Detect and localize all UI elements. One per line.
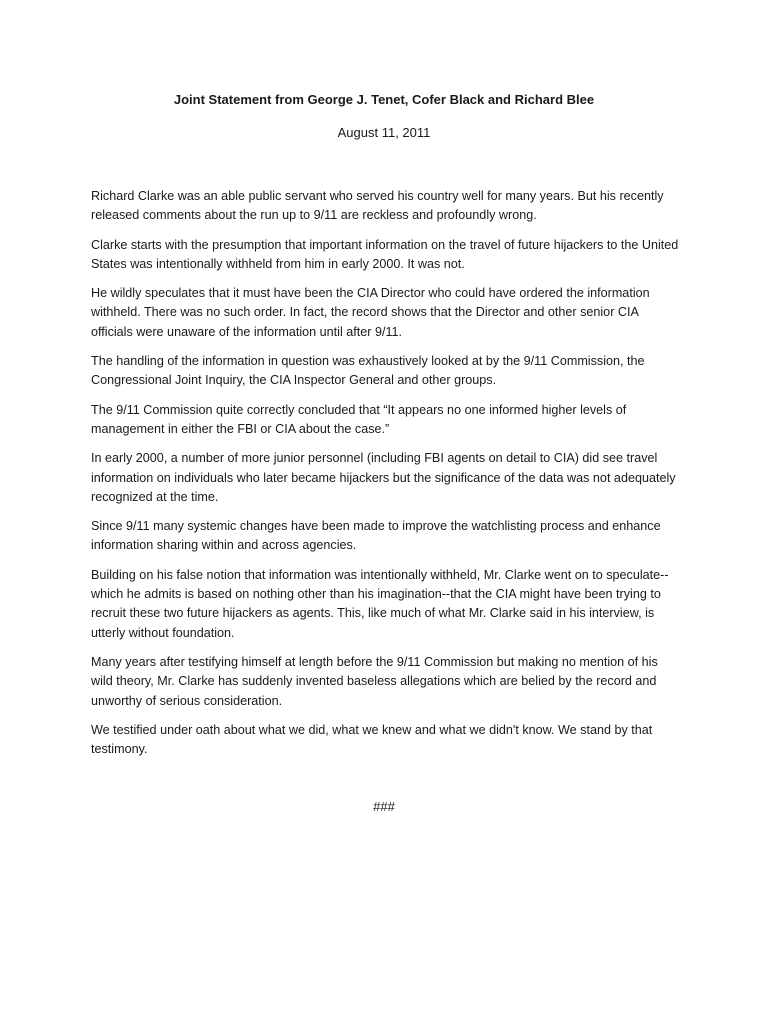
paragraph: The handling of the information in question was exhaustively looked at by the 9/11 Commission, the Congressional Joint Inquiry, the CIA Inspector General and other groups. xyxy=(91,354,645,388)
document-date: August 11, 2011 xyxy=(337,125,431,140)
paragraph: He wildly speculates that it must have been the CIA Director who could have ordered the information withheld. There was no such order. In fact, the record shows that the Director and other senior CIA officials were unaware of the information until after 9/11. xyxy=(91,286,650,339)
end-of-statement-mark: ### xyxy=(373,799,395,814)
paragraph: Clarke starts with the presumption that important information on the travel of future hijackers to the United States was intentionally withheld from him in early 2000. It was not. xyxy=(91,237,679,271)
document-body xyxy=(91,187,681,769)
paragraph: We testified under oath about what we did, what we knew and what we didn't know. We stand by that testimony. xyxy=(91,722,653,757)
paragraph: Many years after testifying himself at length before the 9/11 Commission but making no mention of his wild theory, Mr. Clarke has suddenly invented baseless allegations which are belied by the record and unworthy of serious consideration. xyxy=(91,654,658,708)
paragraph: Richard Clarke was an able public servant who served his country well for many years. But his recently released comments about the run up to 9/11 are reckless and profoundly wrong. xyxy=(91,189,664,223)
paragraph: Since 9/11 many systemic changes have been made to improve the watchlisting process and enhance information sharing within and across agencies. xyxy=(91,519,661,553)
paragraph: In early 2000, a number of more junior personnel (including FBI agents on detail to CIA) did see travel information on individuals who later became hijackers but the significance of the data was not adequately recognized at the time. xyxy=(91,451,676,504)
document-title: Joint Statement from George J. Tenet, Cofer Black and Richard Blee xyxy=(173,92,595,107)
paragraph: The 9/11 Commission quite correctly concluded that “It appears no one informed higher levels of management in either the FBI or CIA about the case.” xyxy=(91,402,627,436)
paragraph: Building on his false notion that information was intentionally withheld, Mr. Clarke went on to speculate--which he admits is based on nothing other than his imagination--that the CIA might have been trying to recruit these two future hijackers as agents. This, like much of what Mr. Clarke said in his interview, is utterly without foundation. xyxy=(91,567,669,640)
